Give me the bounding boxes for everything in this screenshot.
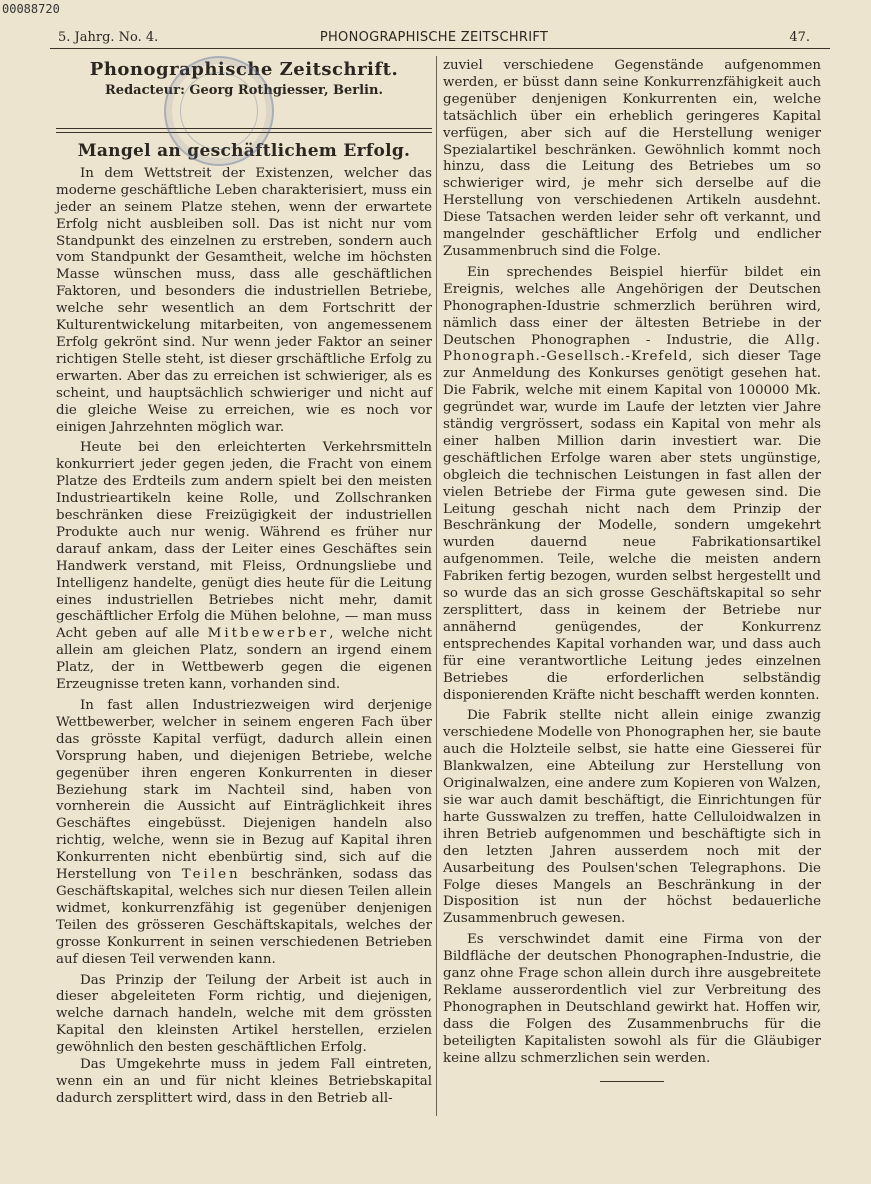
masthead-title: Phonographische Zeitschrift. (89, 59, 399, 80)
paragraph-text: sich dieser Tage zur Anmeldung des Konkurses genötigt gesehen hat. Die Fabrik, welche mit einem Kapital von 100000 Mk. gegründet war, wurde im Laufe der letzten vier Jahre ständig vergrössert, sodass ein Kapital von mehr als einer halben Million darin investiert war. Die geschäftlichen Erfolge waren aber stets ungünstige, obgleich die technischen Leistungen in fast allen der vielen Betriebe der Firma gute gewesen sind. Die Leitung geschah nicht nach dem Prinzip der Beschränkung der Modelle, sondern umgekehrt wurden dauernd neue Fabrikationsartikel aufgenommen. Teile, welche die meisten andern Fabriken fertig bezogen, wurden selbst hergestellt und so wurde das an sich grosse Geschäftskapital so sehr zersplittert, dass in keinem der Betriebe nur annähernd genügendes, der Konkurrenz entsprechendes Kapital vorhanden war, und dass auch für eine verantwortliche Leitung jedes einzelnen Betriebes die erforderlichen selbständig disponierenden Kräfte nicht beschafft werden konnten. (443, 349, 821, 703)
masthead-editor: Redacteur: Georg Rothgiesser, Berlin. (105, 82, 383, 98)
column-divider (436, 56, 437, 1116)
paragraph-text: Ein sprechendes Beispiel hierfür bildet ein Ereignis, welches alle Angehörigen der Deutschen Phonographen-Idustrie schmerzlich berühren wird, nämlich dass einer der ältesten Betriebe in der Deutschen Phonographen - Industrie, die (443, 264, 821, 348)
header-rule (50, 48, 830, 49)
left-column (56, 58, 432, 1108)
paragraph (443, 265, 821, 705)
running-head (58, 30, 810, 48)
library-stamp-icon (164, 56, 274, 166)
paragraph: In dem Wettstreit der Existenzen, welcher das moderne geschäftliche Leben charakterisiert, muss ein jeder an seinem Platze stehen, wenn der erwartete Erfolg nicht ausbleiben soll. Das ist nicht nur vom Standpunkt des einzelnen zu erstreben, sondern auch vom Standpunkt der Gesamtheit, welche im höchsten Masse wünschen muss, dass alle geschäftlichen Faktoren, und besonders die industriellen Betriebe, welche sehr wesentlich an dem Fortschritt der Kulturentwickelung mitarbeiten, von angemessenem Erfolg gekrönt sind. Nur wenn jeder Faktor an seiner richtigen Stelle steht, ist dieser grschäftliche Erfolg zu erwarten. Aber das zu erreichen ist schwieriger, als es scheint, und hauptsächlich schwieriger und nicht auf die gleiche Weise zu erreichen, wie es noch vor einigen Jahrzehnten möglich war. (56, 165, 432, 435)
article-title: Mangel an geschäftlichem Erfolg. (77, 141, 411, 161)
paragraph: Das Prinzip der Teilung der Arbeit ist auch in dieser abgeleiteten Form richtig, und diejenigen, welche darnach handeln, welche mit dem grössten Kapital den kleinsten Artikel herstellen, erzielen gewöhnlich den besten geschäftlichen Erfolg. (56, 972, 432, 1056)
paragraph-text: Heute bei den erleichterten Verkehrsmitteln konkurriert jeder gegen jeden, die Fracht von einem Platze des Erdteils zum andern spielt bei den meisten Industrieartikeln keine Rolle, und Zollschranken beschränken diese Freizügigkeit der industriellen Produkte auch nur wenig. Während es früher nur darauf ankam, dass der Leiter eines Geschäftes sein Handwerk verstand, mit Fleiss, Ordnungsliebe und Intelligenz handelte, genügt dies heute für die Leitung eines industriellen Betriebes nicht mehr, damit geschäftlicher Erfolg die Mühen belohne, — man muss Acht geben auf alle (56, 440, 432, 642)
paragraph: Das Umgekehrte muss in jedem Fall eintreten, wenn ein an und für nicht kleines Betriebskapital dadurch zersplittert wird, dass in den Betrieb all- (56, 1057, 432, 1106)
volume-issue: 5. Jahrg. No. 4. (58, 30, 159, 45)
paragraph (56, 698, 432, 969)
emphasis-text: Teilen (181, 867, 241, 883)
company-name: Allg. Phonograph.-Gesellsch.-Krefeld, (443, 332, 821, 365)
right-column (443, 58, 821, 1082)
paragraph (56, 440, 432, 694)
paragraph: zuviel verschiedene Gegenstände aufgenommen werden, er büsst dann seine Konkurrenzfähigkeit auch gegenüber denjenigen Konkurrenten ein, welche tatsächlich über ein erheblich geringeres Kapital verfügen, aber sich auf die Herstellung weniger Spezialartikel beschränken. Gewöhnlich kommt noch hinzu, dass die Leitung des Betriebes um so schwieriger wird, je mehr sich derselbe auf die Herstellung von verschiedenen Artikeln ausdehnt. Diese Tatsachen werden leider sehr oft verkannt, und mangelnder geschäftlicher Erfolg und endlicher Zusammenbruch sind die Folge. (443, 58, 821, 259)
journal-name: PHONOGRAPHISCHE ZEITSCHRIFT (319, 30, 549, 45)
masthead (56, 59, 432, 126)
paragraph-text: , welche nicht allein am gleichen Platz, sondern an irgend einem Platz, der in Wettbewerb gegen die eigenen Erzeugnisse treten kann, vorhanden sind. (56, 626, 432, 693)
paragraph: Die Fabrik stellte nicht allein einige zwanzig verschiedene Modelle von Phonographen her, sie baute auch die Holzteile selbst, sie hatte eine Giesserei für Blankwalzen, eine Abteilung zur Herstellung von Originalwalzen, eine andere zum Kopieren von Walzen, sie war auch damit beschäftigt, die Einrichtungen für harte Gusswalzen zu treffen, hatte Celluloidwalzen in ihren Betrieb aufgenommen und beschäftigte sich in den letzten Jahren ausserdem noch mit der Ausarbeitung des Poulsen'schen Telegraphons. Die Folge dieses Mangels an Beschränkung in der Disposition ist nun der höchst bedauerliche Zusammenbruch gewesen. (443, 708, 821, 927)
page-number: 47. (789, 30, 810, 45)
scan-id: 00088720 (2, 2, 60, 16)
paragraph-text: beschränken, sodass das Geschäftskapital, welches sich nur diesen Teilen allein widmet, konkurrenzfähig ist gegenüber denjenigen Teilen des grösseren Geschäftskapitals, welches der grosse Konkurrent in seinen verschiedenen Betrieben auf diesen Teil verwenden kann. (56, 867, 432, 967)
paragraph-text: In fast allen Industriezweigen wird derjenige Wettbewerber, welcher in seinem engeren Fach über das grösste Kapital verfügt, dadurch allein einen Vorsprung haben, und diejenigen Betriebe, welche gegenüber ihren engeren Konkurrenten in dieser Beziehung stark im Nachteil sind, haben von vornherein die Aussicht auf Einträglichkeit ihres Geschäftes eingebüsst. Diejenigen handeln also richtig, welche, wenn sie in Bezug auf Kapital ihren Konkurrenten nicht ebenbürtig sind, sich auf die Herstellung von (56, 698, 432, 883)
end-rule (600, 1081, 664, 1082)
paragraph: Es verschwindet damit eine Firma von der Bildfläche der deutschen Phonographen-Industrie, die ganz ohne Frage schon allein durch ihre ausgebreitete Reklame ausserordentlich viel zur Verbreitung des Phonographen in Deutschland gewirkt hat. Hoffen wir, dass die Folgen des Zusammenbruchs für die beteiligten Kapitalisten sowohl als für die Gläubiger keine allzu schmerzlichen sein werden. (443, 932, 821, 1066)
emphasis-text: Mitbewerber (207, 626, 330, 642)
